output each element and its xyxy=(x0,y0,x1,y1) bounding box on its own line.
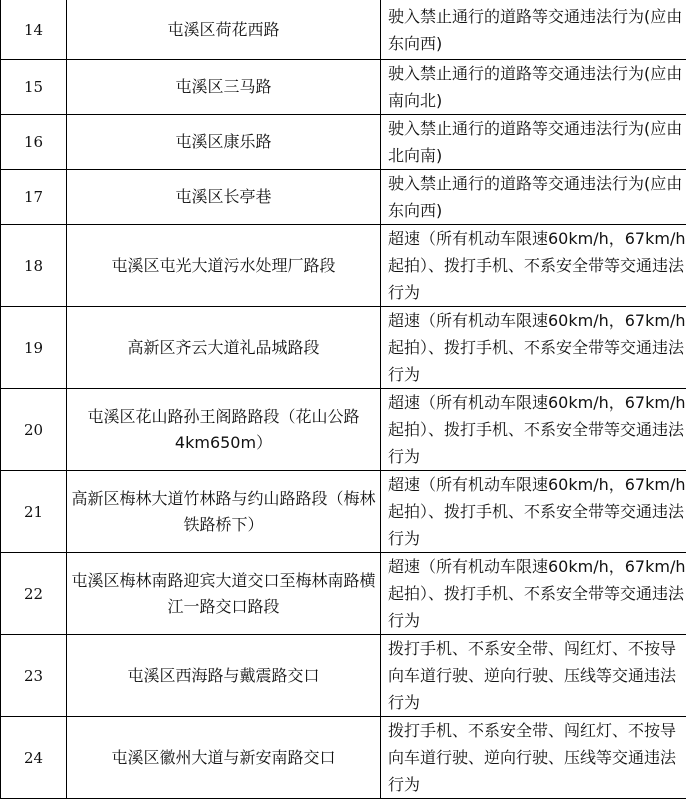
location-cell: 屯溪区梅林南路迎宾大道交口至梅林南路横江一路交口路段 xyxy=(67,553,381,635)
violation-cell: 超速（所有机动车限速60km/h，67km/h起拍）、拨打手机、不系安全带等交通违法行为 xyxy=(381,225,686,307)
location-cell: 屯溪区屯光大道污水处理厂路段 xyxy=(67,225,381,307)
table-row xyxy=(1,717,686,799)
row-number: 22 xyxy=(1,553,67,635)
row-number: 15 xyxy=(1,60,67,115)
violation-cell: 拨打手机、不系安全带、闯红灯、不按导向车道行驶、逆向行驶、压线等交通违法行为 xyxy=(381,717,686,799)
row-number: 21 xyxy=(1,471,67,553)
table-row xyxy=(1,471,686,553)
location-cell: 高新区齐云大道礼品城路段 xyxy=(67,307,381,389)
table-row xyxy=(1,553,686,635)
violation-cell: 拨打手机、不系安全带、闯红灯、不按导向车道行驶、逆向行驶、压线等交通违法行为 xyxy=(381,635,686,717)
table-row xyxy=(1,115,686,170)
violation-cell: 驶入禁止通行的道路等交通违法行为(应由东向西) xyxy=(381,170,686,225)
violation-cell: 超速（所有机动车限速60km/h，67km/h起拍）、拨打手机、不系安全带等交通违法行为 xyxy=(381,471,686,553)
location-cell: 屯溪区长亭巷 xyxy=(67,170,381,225)
table-row xyxy=(1,307,686,389)
location-cell: 屯溪区三马路 xyxy=(67,60,381,115)
row-number: 18 xyxy=(1,225,67,307)
row-number: 17 xyxy=(1,170,67,225)
row-number: 20 xyxy=(1,389,67,471)
row-number: 19 xyxy=(1,307,67,389)
row-number: 16 xyxy=(1,115,67,170)
location-cell: 屯溪区徽州大道与新安南路交口 xyxy=(67,717,381,799)
location-cell: 屯溪区康乐路 xyxy=(67,115,381,170)
location-cell: 屯溪区荷花西路 xyxy=(67,0,381,60)
table-row xyxy=(1,170,686,225)
table-row xyxy=(1,389,686,471)
location-cell: 高新区梅林大道竹林路与约山路路段（梅林铁路桥下） xyxy=(67,471,381,553)
row-number: 23 xyxy=(1,635,67,717)
violation-cell: 超速（所有机动车限速60km/h，67km/h起拍）、拨打手机、不系安全带等交通违法行为 xyxy=(381,389,686,471)
violation-cell: 驶入禁止通行的道路等交通违法行为(应由北向南) xyxy=(381,115,686,170)
violation-cell: 超速（所有机动车限速60km/h，67km/h起拍）、拨打手机、不系安全带等交通违法行为 xyxy=(381,553,686,635)
location-cell: 屯溪区花山路孙王阁路路段（花山公路4km650m） xyxy=(67,389,381,471)
table-row xyxy=(1,0,686,60)
violation-cell: 驶入禁止通行的道路等交通违法行为(应由东向西) xyxy=(381,0,686,60)
table-row xyxy=(1,635,686,717)
table-row xyxy=(1,60,686,115)
table-row xyxy=(1,225,686,307)
violation-cell: 超速（所有机动车限速60km/h，67km/h起拍）、拨打手机、不系安全带等交通违法行为 xyxy=(381,307,686,389)
row-number: 14 xyxy=(1,0,67,60)
row-number: 24 xyxy=(1,717,67,799)
violation-cell: 驶入禁止通行的道路等交通违法行为(应由南向北) xyxy=(381,60,686,115)
location-cell: 屯溪区西海路与戴震路交口 xyxy=(67,635,381,717)
